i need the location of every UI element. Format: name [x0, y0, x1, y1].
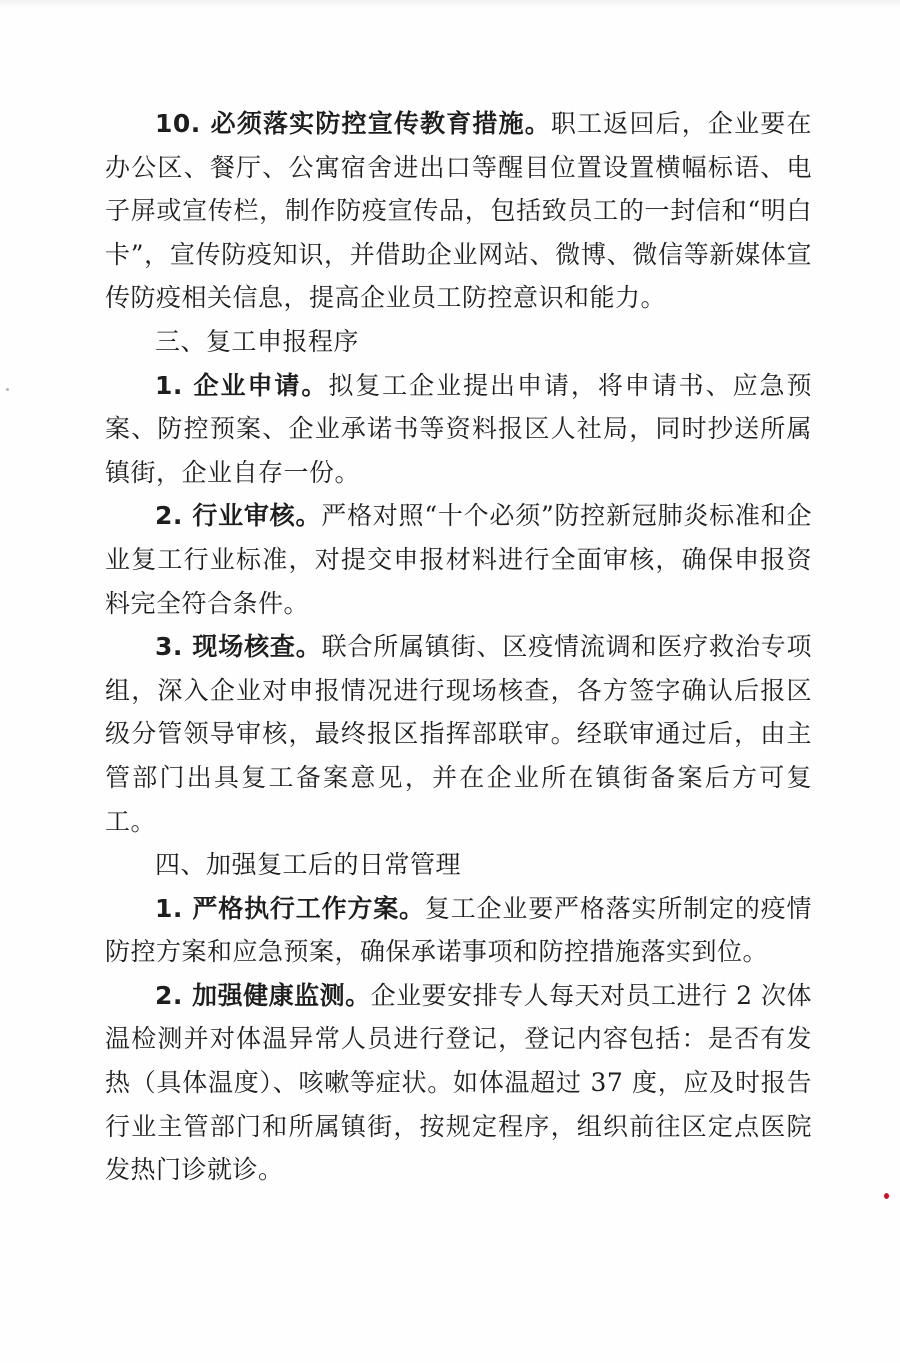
- item-10-paragraph: [105, 102, 812, 320]
- item-10-lead: 10. 必须落实防控宣传教育措施。: [155, 109, 551, 138]
- section-3-item-1: [105, 364, 812, 495]
- section-4-item-1-lead: 1. 严格执行工作方案。: [155, 893, 425, 923]
- section-4-item-2-body: 企业要安排专人每天对员工进行 2 次体温检测并对体温异常人员进行登记，登记内容包括：是否有发热（具体温度）、咳嗽等症状。如体温超过 37 度，应及时报告行业主管部门和所属镇街，按规定程序，组织前往区定点医院发热门诊就诊。: [105, 980, 812, 1185]
- item-10-body: 职工返回后，企业要在办公区、餐厅、公寓宿舍进出口等醒目位置设置横幅标语、电子屏或宣传栏，制作防疫宣传品，包括致员工的一封信和“明白卡”，宣传防疫知识，并借助企业网站、微博、微信等新媒体宣传防疫相关信息，提高企业员工防控意识和能力。: [105, 109, 812, 313]
- section-3-item-3-body: 联合所属镇街、区疫情流调和医疗救治专项组，深入企业对申报情况进行现场核查，各方签字确认后报区级分管领导审核，最终报区指挥部联审。经联审通过后，由主管部门出具复工备案意见，并在企业所在镇街备案后方可复工。: [105, 632, 812, 836]
- section-3-item-1-lead: 1. 企业申请。: [155, 370, 329, 400]
- scan-speck: [6, 388, 9, 391]
- section-4-item-1: [105, 887, 812, 974]
- section-3-item-3-lead: 3. 现场核查。: [155, 632, 322, 662]
- section-3-heading: 三、复工申报程序: [155, 326, 360, 356]
- section-3-item-2-body: 严格对照“十个必须”防控新冠肺炎标准和企业复工行业标准，对提交申报材料进行全面审核，确保申报资料完全符合条件。: [105, 501, 812, 618]
- section-4-item-1-body: 复工企业要严格落实所制定的疫情防控方案和应急预案，确保承诺事项和防控措施落实到位。: [105, 893, 812, 967]
- document-body: [105, 102, 812, 1192]
- section-4-item-2: [105, 974, 812, 1192]
- section-4-item-2-lead: 2. 加强健康监测。: [155, 980, 371, 1010]
- scan-top-edge: [0, 0, 900, 8]
- section-3-item-2: [105, 494, 812, 625]
- section-3-item-2-lead: 2. 行业审核。: [155, 501, 322, 531]
- section-3-item-1-body: 拟复工企业提出申请，将申请书、应急预案、防控预案、企业承诺书等资料报区人社局，同时抄送所属镇街，企业自存一份。: [105, 370, 812, 487]
- section-4-heading: 四、加强复工后的日常管理: [155, 850, 462, 880]
- section-3-item-3: [105, 625, 812, 843]
- red-ink-mark: [884, 1193, 889, 1199]
